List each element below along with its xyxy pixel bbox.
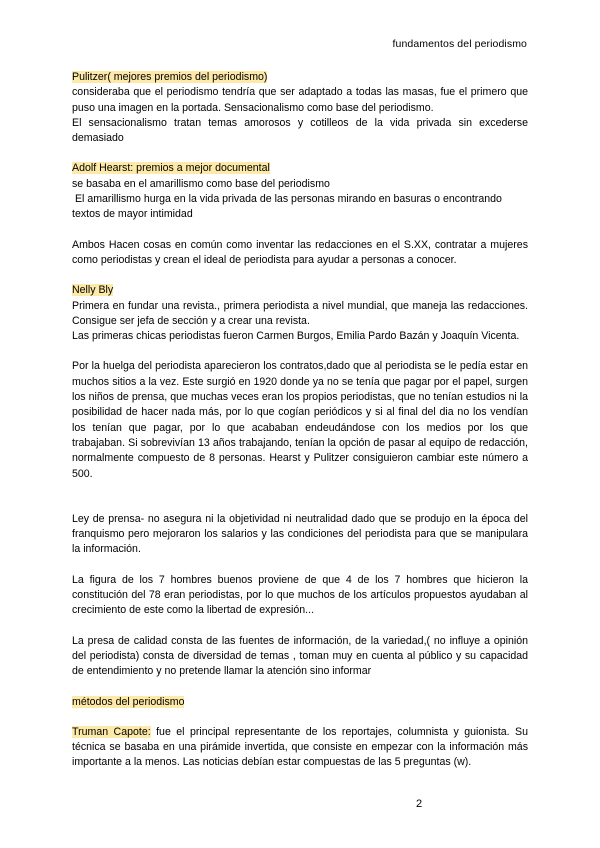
section-heading-hearst <box>72 161 528 176</box>
paragraph: El amarillismo hurga en la vida privada de las personas mirando en basuras o encontrando textos de mayor intimidad <box>72 193 505 221</box>
paragraph: La figura de los 7 hombres buenos proviene de que 4 de los 7 hombres que hicieron la constitución del 78 eran periodistas, por lo que muchos de los artículos propuestos ayudaban al crecimiento de este como la libertad de expresión... <box>72 573 528 617</box>
paragraph: El sensacionalismo tratan temas amorosos y cotilleos de la vida privada sin excederse demasiado <box>72 116 528 145</box>
highlight: Adolf Hearst: premios a mejor documental <box>72 162 270 175</box>
paragraph: Ambos Hacen cosas en común como inventar las redacciones en el S.XX, contratar a mujeres como periodistas y crean el ideal de periodista para ayudar a personas a conocer. <box>72 238 528 266</box>
highlight: métodos del periodismo <box>72 695 185 708</box>
section-heading-nelly <box>72 283 528 298</box>
page-header: fundamentos del periodismo <box>392 38 527 50</box>
section-heading-pulitzer <box>72 70 528 85</box>
paragraph: Primera en fundar una revista., primera periodista a nivel mundial, que maneja las redacciones. Consigue ser jefa de sección y a crear una revista. <box>72 299 528 327</box>
highlight: Truman Capote: <box>72 725 151 738</box>
paragraph: La presa de calidad consta de las fuentes de información, de la variedad,( no influye a opinión del periodista) consta de diversidad de temas , toman muy en cuenta al público y su capacidad de entendimiento y no pretende llamar la atención sino informar <box>72 634 528 678</box>
paragraph: Por la huelga del periodista aparecieron los contratos,dado que al periodista se le pedía estar en muchos sitios a la vez. Este surgió en 1920 donde ya no se tenía que pagar por el papel, surgen los niños de prensa, que muchas veces eran los propios periodistas, que no tenían estudios ni la posibilidad de hacer nada más, por lo que cogían periódicos y si al final del dia no los vendían los tenían que pagar, por lo que acababan endeudándose con los medios por los que trabajaban. Si sobrevivían 13 años trabajando, tenían la opción de pasar al equipo de redacción, normalmente compuesto de 8 personas. Hearst y Pulitzer consiguieron cambiar este número a 500. <box>72 360 528 480</box>
paragraph: Ley de prensa- no asegura ni la objetividad ni neutralidad dado que se produjo en la época del franquismo pero mejoraron los salarios y las condiciones del periodista para que se manipulara la información. <box>72 512 528 556</box>
section-heading-metodos <box>72 695 528 710</box>
highlight: Nelly Bly <box>72 284 114 297</box>
paragraph-text: fue el principal representante de los reportajes, columnista y guionista. Su técnica se basaba en una pirámide invertida, que consiste en empezar con la información más importante a la menos. Las noticias debían estar compuestas de las 5 preguntas (w). <box>72 725 529 769</box>
paragraph: consideraba que el periodismo tendría que ser adaptado a todas las masas, fue el primero que puso una imagen en la portada. Sensacionalismo como base del periodismo. <box>72 86 528 114</box>
page-content <box>72 70 528 771</box>
paragraph: se basaba en el amarillismo como base del periodismo <box>72 177 330 190</box>
highlight: Pulitzer( mejores premios del periodismo) <box>72 71 268 83</box>
paragraph-capote <box>72 725 528 771</box>
page-number: 2 <box>416 798 423 810</box>
paragraph: Las primeras chicas periodistas fueron Carmen Burgos, Emilia Pardo Bazán y Joaquín Vicenta. <box>72 330 520 343</box>
